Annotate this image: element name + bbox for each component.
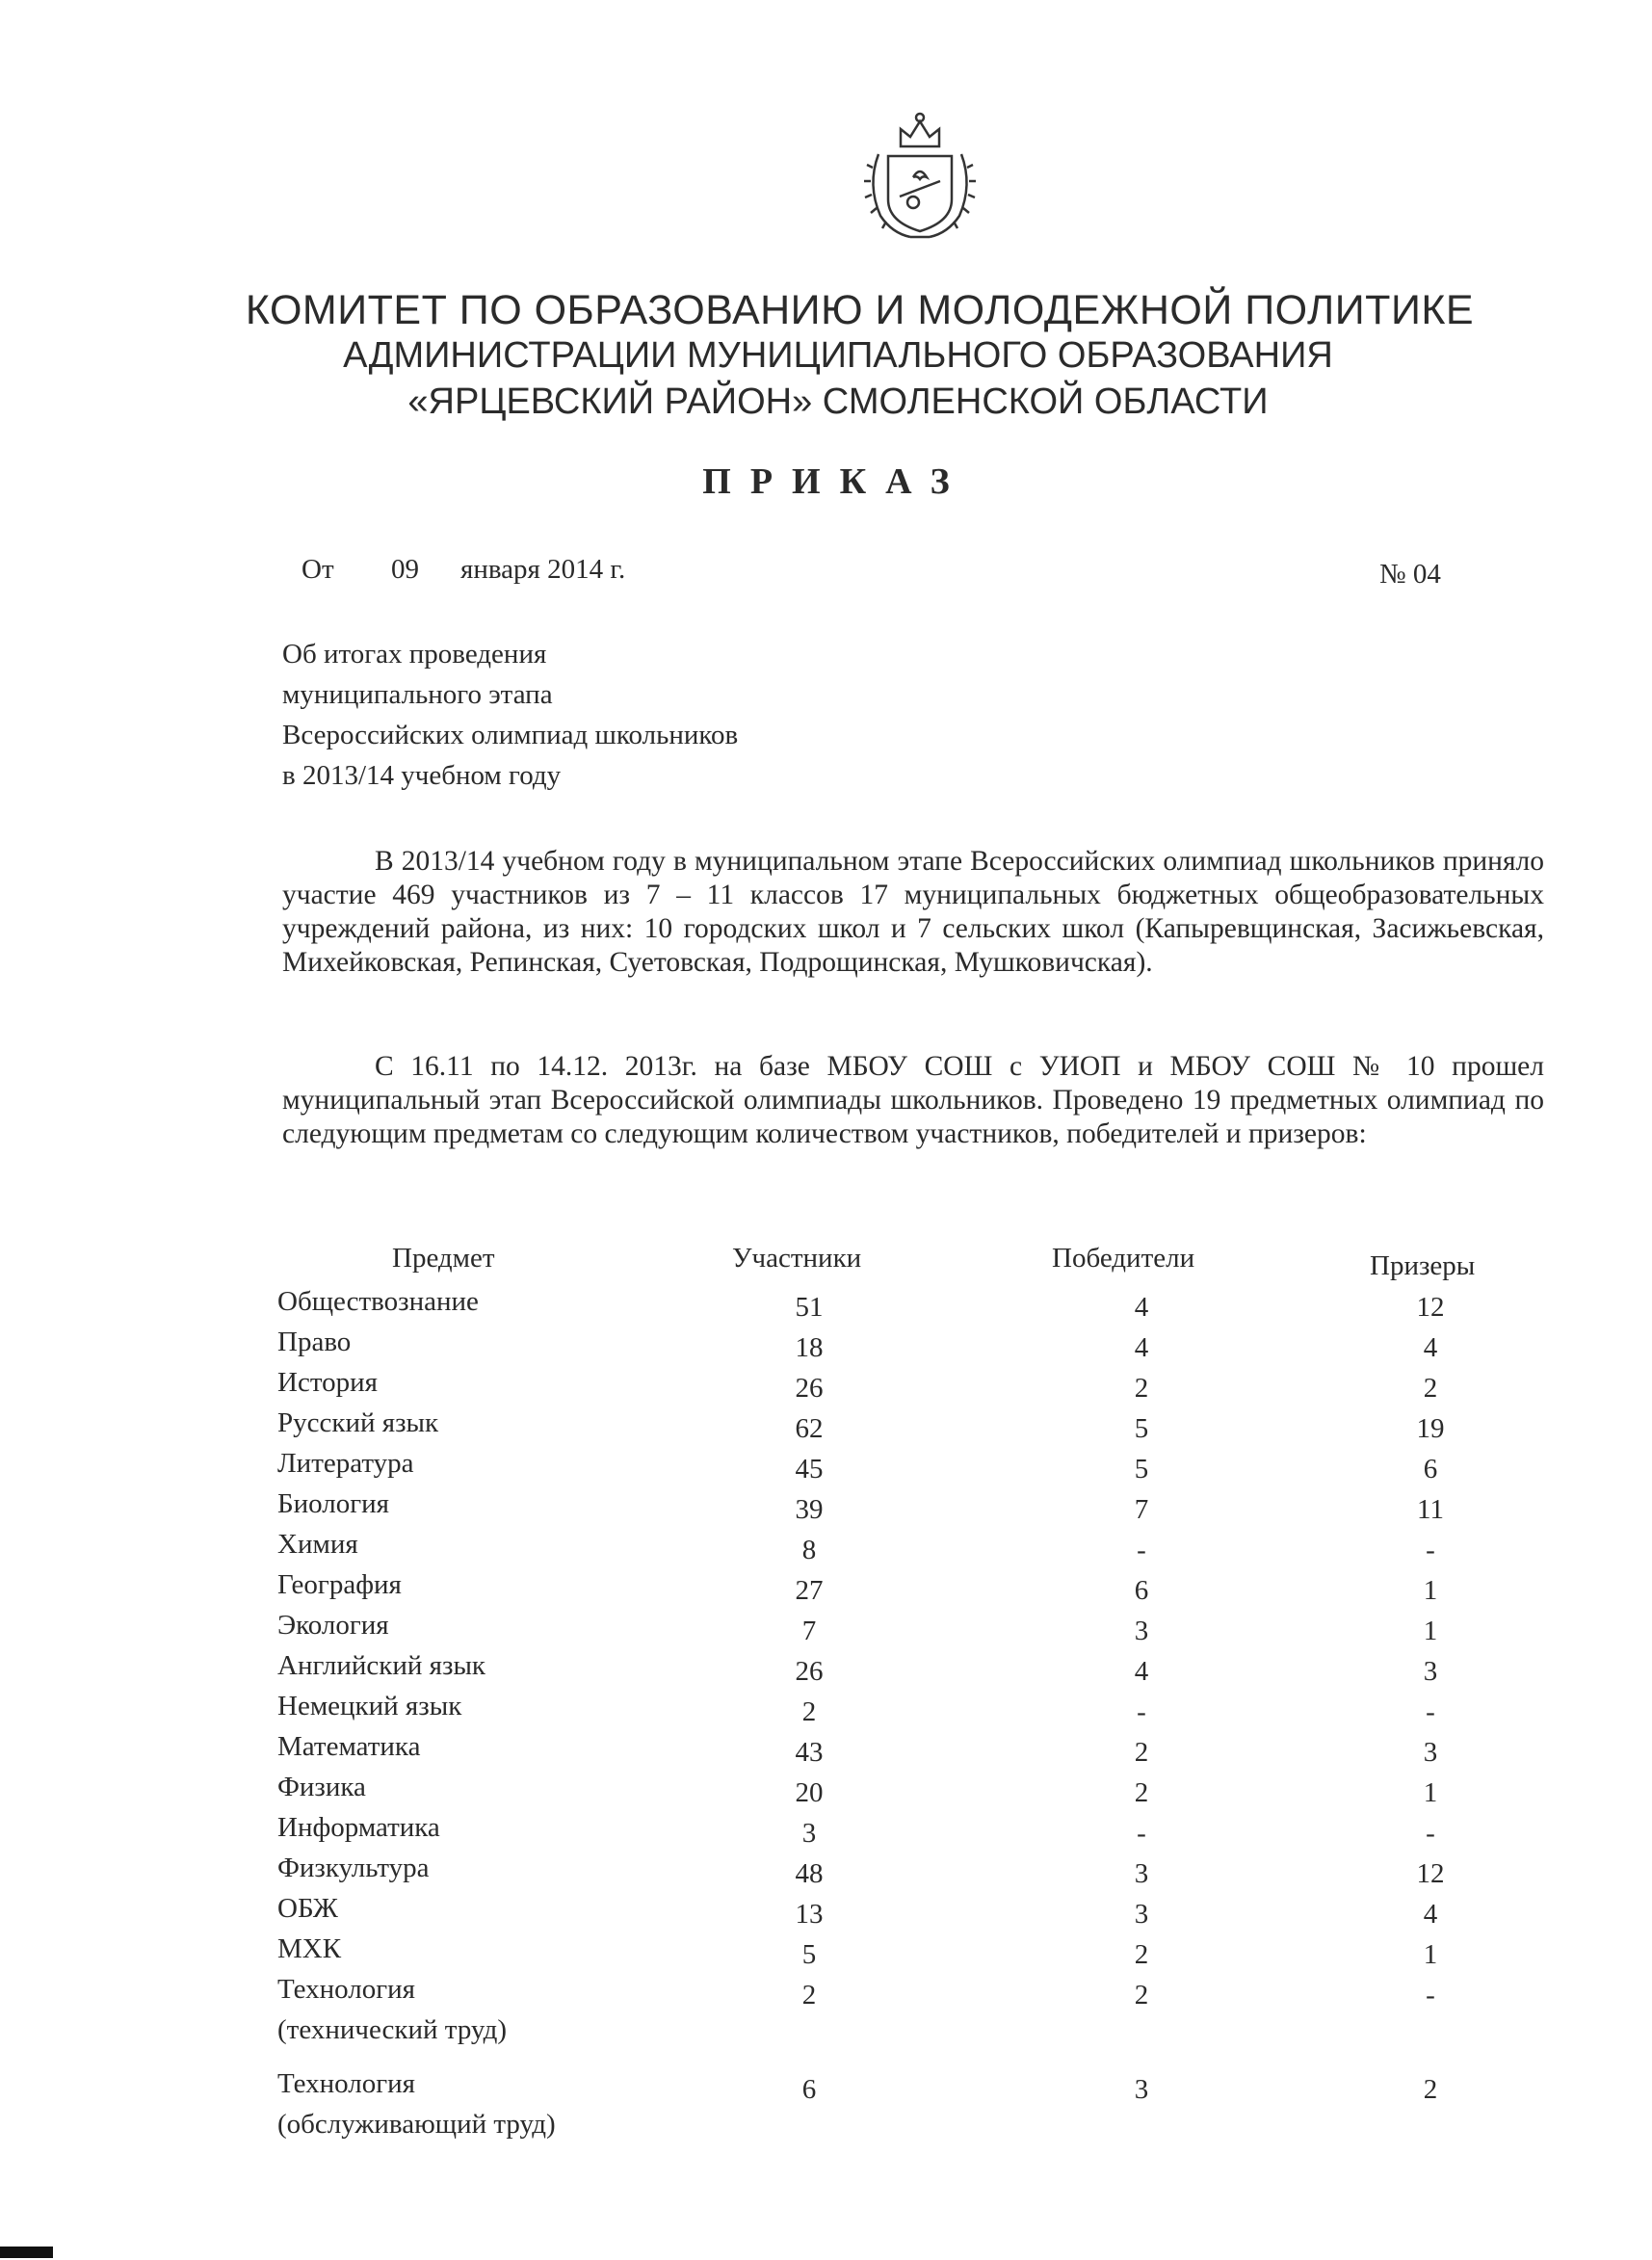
cell-winners: 3 bbox=[1134, 1616, 1149, 1646]
cell-subject-line: МХК bbox=[277, 1933, 342, 1964]
body-paragraph: С 16.11 по 14.12. 2013г. на базе МБОУ СОШ с УИОП и МБОУ СОШ № 10 прошел муниципальный этап Всероссийской олимпиады школьников. Проведено 19 предметных олимпиад по следующим предметам со следующим количеством участников, победителей и призеров: bbox=[282, 1051, 1544, 1149]
cell-participants: 27 bbox=[795, 1575, 824, 1606]
cell-participants: 3 bbox=[801, 1818, 817, 1849]
cell-prizewinners: 11 bbox=[1417, 1494, 1444, 1525]
cell-subject-line: Технология bbox=[277, 1974, 415, 2005]
subject-line: Всероссийских олимпиад школьников bbox=[282, 720, 739, 750]
cell-participants: 2 bbox=[801, 1980, 817, 2010]
cell-participants: 6 bbox=[801, 2074, 817, 2105]
table-row bbox=[0, 1686, 1652, 1726]
table-row bbox=[0, 1484, 1652, 1524]
cell-prizewinners: 4 bbox=[1423, 1332, 1438, 1363]
cell-participants: 26 bbox=[795, 1373, 824, 1404]
cell-subject-line: Химия bbox=[277, 1529, 358, 1560]
cell-prizewinners: 1 bbox=[1423, 1575, 1438, 1606]
cell-prizewinners: 1 bbox=[1423, 1939, 1438, 1970]
table-row bbox=[0, 1281, 1652, 1322]
cell-participants: 7 bbox=[801, 1616, 817, 1646]
org-name-line-3: «ЯРЦЕВСКИЙ РАЙОН» СМОЛЕНСКОЙ ОБЛАСТИ bbox=[407, 381, 1269, 422]
table-row bbox=[0, 1767, 1652, 1807]
table-row bbox=[0, 1322, 1652, 1362]
cell-subject-line: (технический труд) bbox=[277, 2014, 508, 2045]
cell-subject-line: Литература bbox=[277, 1448, 414, 1479]
cell-winners: 7 bbox=[1134, 1494, 1149, 1525]
cell-participants: 39 bbox=[795, 1494, 824, 1525]
table-row bbox=[0, 1403, 1652, 1443]
order-number: № 04 bbox=[1379, 559, 1441, 590]
cell-prizewinners: 2 bbox=[1423, 1373, 1438, 1404]
cell-subject bbox=[277, 1281, 479, 1322]
cell-prizewinners: 1 bbox=[1423, 1777, 1438, 1808]
cell-subject-line: Английский язык bbox=[277, 1650, 486, 1681]
results-table-body bbox=[0, 1281, 1652, 2144]
cell-subject bbox=[277, 1605, 389, 1645]
cell-subject-line: (обслуживающий труд) bbox=[277, 2109, 556, 2140]
cell-subject-line: Технология bbox=[277, 2068, 415, 2099]
cell-subject-line: Право bbox=[277, 1327, 352, 1357]
org-name-line-1: КОМИТЕТ ПО ОБРАЗОВАНИЮ И МОЛОДЕЖНОЙ ПОЛИТИКЕ bbox=[245, 287, 1475, 333]
cell-subject bbox=[277, 1322, 351, 1362]
cell-prizewinners: 3 bbox=[1423, 1737, 1438, 1768]
cell-participants: 51 bbox=[795, 1292, 824, 1323]
cell-prizewinners: 12 bbox=[1416, 1292, 1445, 1323]
cell-subject-line: Информатика bbox=[277, 1812, 440, 1843]
coat-of-arms-emblem bbox=[857, 108, 983, 243]
header-prizewinners: Призеры bbox=[1370, 1250, 1476, 1281]
cell-winners: - bbox=[1137, 1696, 1146, 1727]
table-row bbox=[0, 1888, 1652, 1929]
cell-subject bbox=[277, 1484, 389, 1524]
results-table-header bbox=[0, 1243, 1652, 1281]
cell-participants: 26 bbox=[795, 1656, 824, 1687]
table-row bbox=[0, 1443, 1652, 1484]
table-row bbox=[0, 1564, 1652, 1605]
cell-subject-line: Физика bbox=[277, 1772, 366, 1802]
cell-subject bbox=[277, 1686, 461, 1726]
org-name-line-2: АДМИНИСТРАЦИИ МУНИЦИПАЛЬНОГО ОБРАЗОВАНИЯ bbox=[343, 335, 1333, 376]
cell-participants: 48 bbox=[795, 1858, 824, 1889]
cell-subject-line: Физкультура bbox=[277, 1853, 430, 1883]
cell-prizewinners: 4 bbox=[1423, 1899, 1438, 1930]
cell-prizewinners: 6 bbox=[1423, 1454, 1438, 1485]
cell-participants: 18 bbox=[795, 1332, 824, 1363]
cell-subject-line: Математика bbox=[277, 1731, 421, 1762]
cell-subject bbox=[277, 1362, 378, 1403]
cell-subject bbox=[277, 1807, 440, 1848]
subject-line: в 2013/14 учебном году bbox=[282, 760, 562, 791]
cell-subject bbox=[277, 1726, 420, 1767]
cell-winners: 4 bbox=[1134, 1656, 1149, 1687]
table-row bbox=[0, 1362, 1652, 1403]
table-row bbox=[0, 1524, 1652, 1564]
cell-subject-line: География bbox=[277, 1569, 402, 1600]
cell-prizewinners: - bbox=[1426, 1818, 1435, 1849]
table-row bbox=[0, 2063, 1652, 2144]
table-row bbox=[0, 1807, 1652, 1848]
cell-subject bbox=[277, 1524, 358, 1564]
header-subject: Предмет bbox=[392, 1243, 495, 1274]
cell-subject bbox=[277, 1767, 366, 1807]
cell-subject bbox=[277, 1969, 507, 2050]
date-month-year: января 2014 г. bbox=[460, 554, 626, 585]
cell-winners: - bbox=[1137, 1818, 1146, 1849]
body-paragraph: В 2013/14 учебном году в муниципальном этапе Всероссийских олимпиад школьников приняло участие 469 участников из 7 – 11 классов 17 муниципальных бюджетных общеобразовательных учреждений района, из них: 10 городских школ и 7 сельских школ (Капыревщинская, Засижьевская, Михейковская, Репинская, Суетовская, Подрощинская, Мушковичская). bbox=[282, 846, 1544, 978]
cell-subject-line: Обществознание bbox=[277, 1286, 479, 1317]
cell-prizewinners: 12 bbox=[1416, 1858, 1445, 1889]
cell-winners: - bbox=[1137, 1535, 1146, 1565]
cell-participants: 8 bbox=[801, 1535, 817, 1565]
cell-participants: 62 bbox=[795, 1413, 824, 1444]
cell-winners: 2 bbox=[1134, 1373, 1149, 1404]
cell-subject bbox=[277, 2063, 556, 2144]
cell-winners: 4 bbox=[1134, 1292, 1149, 1323]
cell-subject-line: Немецкий язык bbox=[277, 1691, 462, 1721]
cell-winners: 2 bbox=[1134, 1980, 1149, 2010]
cell-subject bbox=[277, 1848, 430, 1888]
cell-subject-line: Биология bbox=[277, 1488, 390, 1519]
cell-winners: 3 bbox=[1134, 2074, 1149, 2105]
cell-subject bbox=[277, 1443, 414, 1484]
cell-winners: 5 bbox=[1134, 1413, 1149, 1444]
subject-line: Об итогах проведения bbox=[282, 639, 547, 670]
table-row bbox=[0, 1645, 1652, 1686]
header-winners: Победители bbox=[1052, 1243, 1195, 1274]
cell-prizewinners: 19 bbox=[1416, 1413, 1445, 1444]
cell-participants: 2 bbox=[801, 1696, 817, 1727]
cell-participants: 43 bbox=[795, 1737, 824, 1768]
subject-line: муниципального этапа bbox=[282, 679, 553, 710]
cell-subject-line: История bbox=[277, 1367, 378, 1398]
cell-prizewinners: 3 bbox=[1423, 1656, 1438, 1687]
cell-participants: 13 bbox=[795, 1899, 824, 1930]
cell-subject bbox=[277, 1645, 485, 1686]
cell-winners: 2 bbox=[1134, 1777, 1149, 1808]
header-participants: Участники bbox=[732, 1243, 862, 1274]
cell-subject-line: ОБЖ bbox=[277, 1893, 338, 1924]
cell-winners: 3 bbox=[1134, 1858, 1149, 1889]
cell-winners: 4 bbox=[1134, 1332, 1149, 1363]
cell-subject bbox=[277, 1929, 341, 1969]
date-prefix: От bbox=[302, 554, 334, 585]
table-row bbox=[0, 1605, 1652, 1645]
cell-participants: 5 bbox=[801, 1939, 817, 1970]
cell-winners: 2 bbox=[1134, 1939, 1149, 1970]
cell-winners: 3 bbox=[1134, 1899, 1149, 1930]
order-date bbox=[302, 554, 625, 586]
cell-prizewinners: 2 bbox=[1423, 2074, 1438, 2105]
cell-participants: 45 bbox=[795, 1454, 824, 1485]
order-subject bbox=[282, 634, 738, 796]
cell-subject-line: Экология bbox=[277, 1610, 389, 1641]
table-row bbox=[0, 1726, 1652, 1767]
cell-prizewinners: - bbox=[1426, 1696, 1435, 1727]
scan-edge-mark bbox=[0, 2247, 53, 2258]
cell-subject-line: Русский язык bbox=[277, 1407, 439, 1438]
cell-subject bbox=[277, 1403, 438, 1443]
cell-subject bbox=[277, 1888, 338, 1929]
cell-winners: 2 bbox=[1134, 1737, 1149, 1768]
cell-prizewinners: 1 bbox=[1423, 1616, 1438, 1646]
cell-prizewinners: - bbox=[1426, 1535, 1435, 1565]
date-day: 09 bbox=[391, 554, 419, 585]
document-title: ПРИКАЗ bbox=[702, 461, 969, 502]
cell-prizewinners: - bbox=[1426, 1980, 1435, 2010]
cell-participants: 20 bbox=[795, 1777, 824, 1808]
cell-subject bbox=[277, 1564, 402, 1605]
cell-winners: 6 bbox=[1134, 1575, 1149, 1606]
table-row bbox=[0, 1969, 1652, 2050]
cell-winners: 5 bbox=[1134, 1454, 1149, 1485]
table-row bbox=[0, 1929, 1652, 1969]
table-row bbox=[0, 1848, 1652, 1888]
